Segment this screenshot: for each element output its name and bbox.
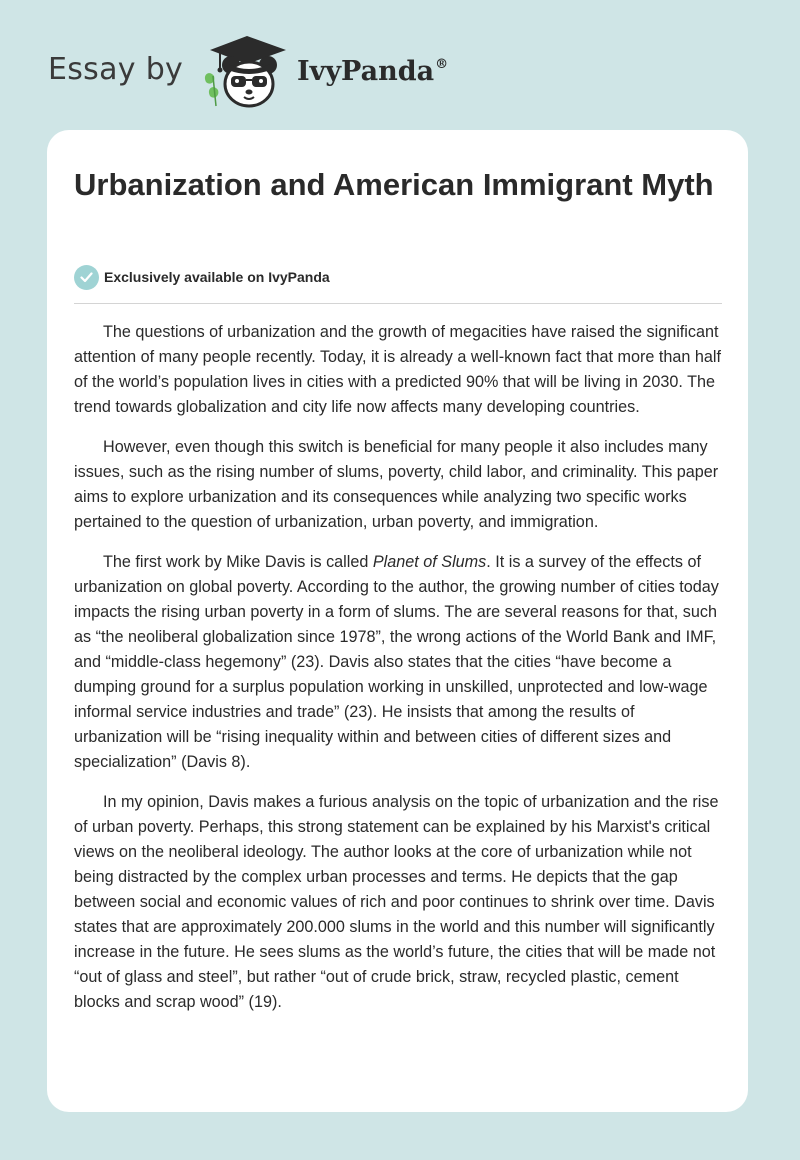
- paragraph-3-rest: . It is a survey of the effects of urbanization on global poverty. According to the author, the growing number of cities today impacts the rising urban poverty in a form of slums. The are several reasons for that, such as “the neoliberal globalization since 1978”, the wrong actions of the World Bank and IMF, and “middle-class hegemony” (23). Davis also states that the cities “have become a dumping ground for a surplus population working in unskilled, unprotected and low-wage informal service industries and trade” (23). He insists that among the results of urbanization will be “rising inequality within and between cities of different sizes and specialization” (Davis 8).: [74, 553, 719, 771]
- paragraph-3: [74, 550, 726, 775]
- brand-name: IvyPanda: [297, 56, 435, 87]
- article-title: Urbanization and American Immigrant Myth: [74, 167, 714, 202]
- paragraph-3-start: The first work by Mike Davis is called: [103, 553, 373, 571]
- exclusive-badge: [74, 264, 330, 290]
- article-body: [74, 320, 726, 1030]
- paragraph-1: The questions of urbanization and the growth of megacities have raised the significant attention of many people recently. Today, it is already a well-known fact that more than half of the world’s population lives in cities with a predicted 90% that will be living in 2030. The trend towards globalization and city life now affects many developing countries.: [74, 323, 721, 416]
- exclusive-label: Exclusively available on IvyPanda: [104, 269, 330, 285]
- registered-mark: ®: [435, 57, 449, 72]
- ivypanda-brand[interactable]: [297, 56, 448, 87]
- article-card: [47, 130, 748, 1112]
- check-icon: [74, 265, 99, 290]
- site-header: [0, 0, 800, 120]
- divider: [74, 303, 722, 304]
- ivypanda-logo-icon[interactable]: [200, 34, 294, 110]
- book-title-planet-of-slums: Planet of Slums: [372, 553, 487, 571]
- paragraph-4: In my opinion, Davis makes a furious analysis on the topic of urbanization and the rise of urban poverty. Perhaps, this strong statement can be explained by his Marxist's critical views on the neoliberal ideology. The author looks at the core of urbanization while not being distracted by the complex urban processes and terms. He depicts that the gap between social and economic values of rich and poor continues to shrink over time. Davis states that are approximately 200.000 slums in the world and this number will significantly increase in the future. He sees slums as the world’s future, the cities that will be made not “out of glass and steel”, but rather “out of crude brick, straw, recycled plastic, cement blocks and scrap wood” (19).: [74, 793, 719, 1011]
- essay-by-label: Essay by: [48, 52, 184, 87]
- paragraph-2: However, even though this switch is beneficial for many people it also includes many issues, such as the rising number of slums, poverty, child labor, and criminality. This paper aims to explore urbanization and its consequences while analyzing two specific works pertained to the question of urbanization, urban poverty, and immigration.: [74, 438, 719, 531]
